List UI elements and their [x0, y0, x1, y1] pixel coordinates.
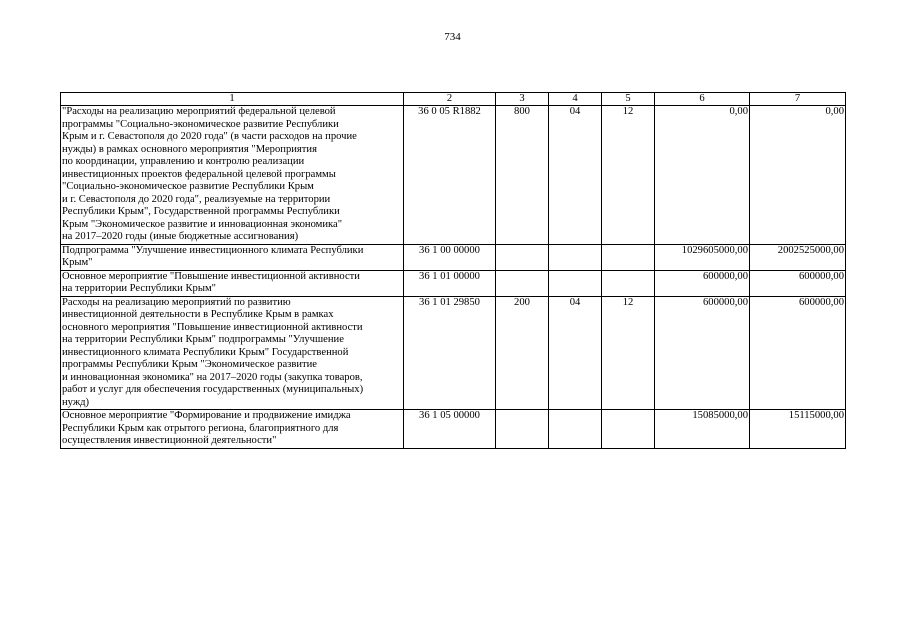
row-amount-col7: 0,00	[750, 106, 846, 245]
table-row	[61, 244, 846, 270]
column-header-1: 1	[61, 93, 404, 106]
row-amount-col7: 2002525000,00	[750, 244, 846, 270]
row-expense-type: 800	[496, 106, 549, 245]
row-amount-col6: 15085000,00	[655, 410, 750, 449]
row-subsection: 12	[602, 106, 655, 245]
row-section	[549, 410, 602, 449]
row-subsection	[602, 270, 655, 296]
row-subsection: 12	[602, 296, 655, 410]
table-row	[61, 410, 846, 449]
row-amount-col6: 600000,00	[655, 296, 750, 410]
row-description: Подпрограмма "Улучшение инвестиционного климата Республики Крым"	[61, 244, 404, 270]
column-header-5: 5	[602, 93, 655, 106]
table-row	[61, 296, 846, 410]
column-header-6: 6	[655, 93, 750, 106]
row-amount-col6: 1029605000,00	[655, 244, 750, 270]
row-amount-col7: 600000,00	[750, 270, 846, 296]
row-description: "Расходы на реализацию мероприятий федеральной целевой программы "Социально-экономическое развитие Республики Крым и г. Севастополя до 2020 года" (в части расходов на прочие нужды) в рамках основного мероприятия "Мероприятия по координации, управлению и контролю реализации инвестиционных проектов федеральной целевой программы "Социально-экономическое развитие Республики Крым и г. Севастополя до 2020 года", реализуемые на территории Республики Крым", Государственной программы Республики Крым "Экономическое развитие и инновационная экономика" на 2017–2020 годы (иные бюджетные ассигнования)	[61, 106, 404, 245]
table-body	[61, 106, 846, 449]
budget-table	[60, 92, 846, 449]
row-subsection	[602, 244, 655, 270]
column-header-7: 7	[750, 93, 846, 106]
row-description: Основное мероприятие "Формирование и продвижение имиджа Республики Крым как отрытого региона, благоприятного для осуществления инвестиционной деятельности"	[61, 410, 404, 449]
column-header-3: 3	[496, 93, 549, 106]
row-expense-type: 200	[496, 296, 549, 410]
table-row	[61, 270, 846, 296]
row-amount-col6: 600000,00	[655, 270, 750, 296]
row-target-code: 36 0 05 R1882	[404, 106, 496, 245]
page-number: 734	[444, 31, 461, 43]
row-description: Основное мероприятие "Повышение инвестиционной активности на территории Республики Крым"	[61, 270, 404, 296]
row-amount-col7: 600000,00	[750, 296, 846, 410]
row-target-code: 36 1 01 00000	[404, 270, 496, 296]
row-section	[549, 244, 602, 270]
row-target-code: 36 1 01 29850	[404, 296, 496, 410]
column-header-2: 2	[404, 93, 496, 106]
row-amount-col6: 0,00	[655, 106, 750, 245]
row-section: 04	[549, 106, 602, 245]
row-section	[549, 270, 602, 296]
header-row	[61, 93, 846, 106]
row-description: Расходы на реализацию мероприятий по развитию инвестиционной деятельности в Республике Крым в рамках основного мероприятия "Повышение инвестиционной активности на территории Республики Крым" подпрограммы "Улучшение инвестиционного климата Республики Крым" Государственной программы Республики Крым "Экономическое развитие и инновационная экономика" на 2017–2020 годы (закупка товаров, работ и услуг для обеспечения государственных (муниципальных) нужд)	[61, 296, 404, 410]
row-target-code: 36 1 00 00000	[404, 244, 496, 270]
row-section: 04	[549, 296, 602, 410]
row-target-code: 36 1 05 00000	[404, 410, 496, 449]
row-expense-type	[496, 244, 549, 270]
row-amount-col7: 15115000,00	[750, 410, 846, 449]
row-subsection	[602, 410, 655, 449]
table-row	[61, 106, 846, 245]
row-expense-type	[496, 270, 549, 296]
row-expense-type	[496, 410, 549, 449]
table-header	[61, 93, 846, 106]
column-header-4: 4	[549, 93, 602, 106]
